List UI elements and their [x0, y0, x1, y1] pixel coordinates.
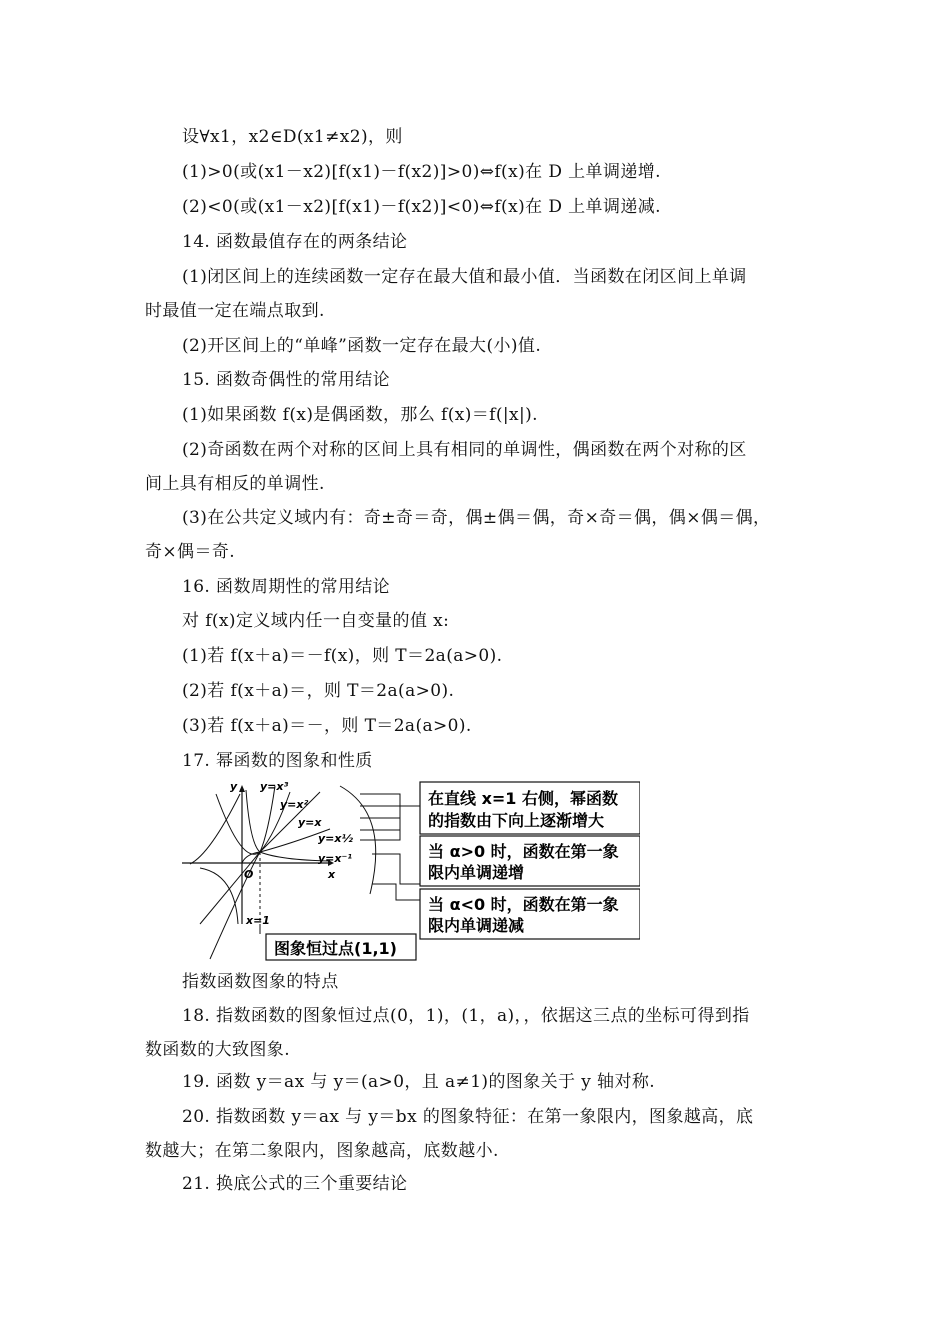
- text-line: 对 f(x)定义域内任一自变量的值 x:: [182, 611, 450, 631]
- text-line: 间上具有相反的单调性.: [145, 474, 325, 494]
- power-function-figure: [180, 774, 640, 962]
- label-x2: y=x²: [280, 798, 309, 811]
- section-heading-16: 16. 函数周期性的常用结论: [182, 577, 391, 597]
- label-sqrt: y=x½: [318, 832, 353, 845]
- text-line: 时最值一定在端点取到.: [145, 301, 325, 321]
- text-line: (2)奇函数在两个对称的区间上具有相同的单调性，偶函数在两个对称的区: [182, 440, 747, 460]
- text-line: (2)若 f(x＋a)＝，则 T＝2a(a>0).: [182, 681, 455, 701]
- text-line: 数函数的大致图象.: [145, 1040, 291, 1060]
- section-heading-20: 20. 指数函数 y＝ax 与 y＝bx 的图象特征：在第一象限内，图象越高，底: [182, 1107, 754, 1127]
- section-heading-17: 17. 幂函数的图象和性质: [182, 751, 373, 771]
- y-axis-label: y: [230, 780, 238, 793]
- text-line: 数越大；在第二象限内，图象越高，底数越小.: [145, 1141, 499, 1161]
- label-x: y=x: [298, 816, 322, 829]
- connector-2: [372, 854, 420, 884]
- note-1-line-1: 在直线 x=1 右侧，幂函数: [428, 789, 619, 808]
- curve-x2: [216, 792, 290, 854]
- label-x3: y=x³: [260, 780, 289, 793]
- connector-3: [372, 884, 420, 900]
- text-line: (1)闭区间上的连续函数一定存在最大值和最小值．当函数在闭区间上单调: [182, 267, 747, 287]
- note-3-line-2: 限内单调递减: [428, 916, 525, 935]
- section-heading-19: 19. 函数 y＝ax 与 y＝(a>0，且 a≠1)的图象关于 y 轴对称.: [182, 1072, 656, 1092]
- note-4: 图象恒过点(1,1): [274, 939, 397, 958]
- text-line: 设∀x1，x2∈D(x1≠x2)，则: [182, 127, 403, 147]
- section-heading-15: 15. 函数奇偶性的常用结论: [182, 370, 391, 390]
- curve-inverse-left: [200, 868, 238, 924]
- x-axis-label: x: [328, 868, 336, 881]
- text-line: (2)开区间上的“单峰”函数一定存在最大(小)值.: [182, 336, 542, 356]
- note-3-line-1: 当 α<0 时，函数在第一象: [428, 895, 619, 914]
- section-heading-18: 18. 指数函数的图象恒过点(0，1)，(1，a)，，依据这三点的坐标可得到指: [182, 1006, 750, 1026]
- note-1-line-2: 的指数由下向上逐渐增大: [428, 811, 605, 830]
- text-line: 指数函数图象的特点: [182, 972, 339, 992]
- text-line: (1)如果函数 f(x)是偶函数，那么 f(x)＝f(|x|).: [182, 405, 538, 425]
- text-line: (1)>0(或(x1－x2)[f(x1)－f(x2)]>0)⇔f(x)在 D 上单调递增.: [182, 162, 661, 182]
- text-line: (2)<0(或(x1－x2)[f(x1)－f(x2)]<0)⇔f(x)在 D 上单调递减.: [182, 197, 661, 217]
- text-line: (3)在公共定义域内有：奇±奇＝奇，偶±偶＝偶，奇×奇＝偶，偶×偶＝偶，: [182, 508, 771, 528]
- y-axis-arrow: [239, 785, 245, 792]
- text-line: 奇×偶＝奇.: [145, 542, 236, 562]
- curve-x2-left: [190, 794, 240, 864]
- note-2-line-1: 当 α>0 时，函数在第一象: [428, 842, 619, 861]
- origin-label: O: [244, 868, 254, 881]
- x-equals-1-label: x=1: [246, 914, 270, 927]
- note-2-line-2: 限内单调递增: [428, 863, 525, 882]
- section-heading-21: 21. 换底公式的三个重要结论: [182, 1174, 408, 1194]
- text-line: (1)若 f(x＋a)＝－f(x)，则 T＝2a(a>0).: [182, 646, 503, 666]
- label-inverse: y=x⁻¹: [318, 852, 353, 865]
- section-heading-14: 14. 函数最值存在的两条结论: [182, 232, 408, 252]
- text-line: (3)若 f(x＋a)＝－，则 T＝2a(a>0).: [182, 716, 472, 736]
